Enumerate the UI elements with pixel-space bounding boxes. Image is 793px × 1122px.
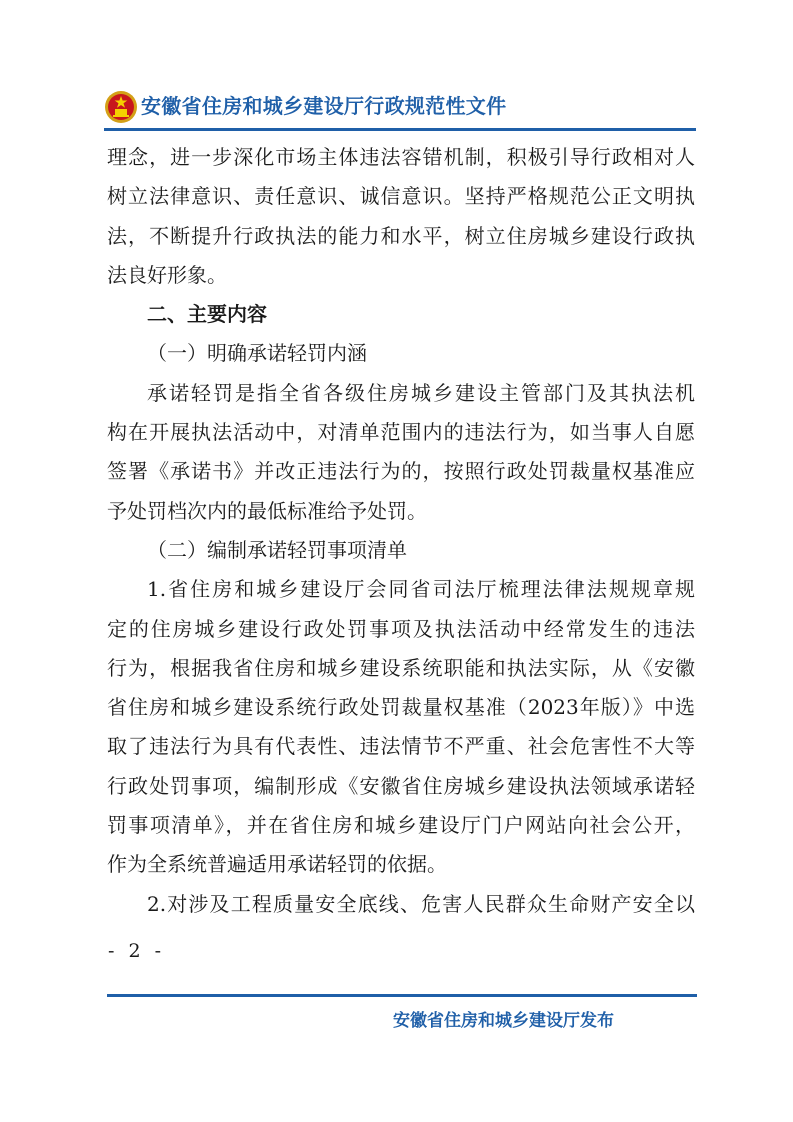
- body-line: 罚事项清单》，并在省住房和城乡建设厅门户网站向社会公开，: [107, 813, 695, 838]
- national-emblem-icon: [104, 90, 138, 124]
- section-heading: 二、主要内容: [147, 302, 267, 327]
- header-title: 安徽省住房和城乡建设厅行政规范性文件: [141, 94, 507, 118]
- body-line: 行为，根据我省住房和城乡建设系统职能和执法实际，从《安徽: [107, 655, 695, 680]
- body-line: 作为全系统普遍适用承诺轻罚的依据。: [107, 852, 447, 877]
- subsection-heading: （一）明确承诺轻罚内涵: [147, 341, 367, 366]
- document-body: [107, 138, 695, 924]
- footer-divider: [107, 994, 697, 997]
- body-line: 予处罚档次内的最低标准给予处罚。: [107, 498, 427, 523]
- body-line: 取了违法行为具有代表性、违法情节不严重、社会危害性不大等: [107, 734, 695, 759]
- body-line: 法良好形象。: [107, 262, 227, 287]
- body-line: 1.省住房和城乡建设厅会同省司法厅梳理法律法规规章规: [147, 577, 695, 602]
- body-line: 定的住房城乡建设行政处罚事项及执法活动中经常发生的违法: [107, 616, 695, 641]
- body-line: 理念，进一步深化市场主体违法容错机制，积极引导行政相对人: [107, 145, 695, 169]
- body-line: 构在开展执法活动中，对清单范围内的违法行为，如当事人自愿: [107, 420, 695, 445]
- body-line: 承诺轻罚是指全省各级住房城乡建设主管部门及其执法机: [147, 380, 695, 405]
- subsection-heading: （二）编制承诺轻罚事项清单: [147, 537, 407, 562]
- body-line: 签署《承诺书》并改正违法行为的，按照行政处罚裁量权基准应: [107, 459, 695, 484]
- page-number: - 2 -: [108, 940, 166, 962]
- body-line: 法，不断提升行政执法的能力和水平，树立住房城乡建设行政执: [107, 223, 695, 248]
- document-header: [104, 88, 696, 128]
- body-line: 树立法律意识、责任意识、诚信意识。坚持严格规范公正文明执: [107, 184, 695, 209]
- footer-publisher: 安徽省住房和城乡建设厅发布: [393, 1011, 614, 1031]
- body-line: 2.对涉及工程质量安全底线、危害人民群众生命财产安全以: [147, 891, 695, 916]
- body-line: 省住房和城乡建设系统行政处罚裁量权基准（2023年版）》中选: [107, 695, 695, 720]
- body-line: 行政处罚事项，编制形成《安徽省住房城乡建设执法领域承诺轻: [107, 773, 695, 798]
- header-divider: [104, 128, 696, 131]
